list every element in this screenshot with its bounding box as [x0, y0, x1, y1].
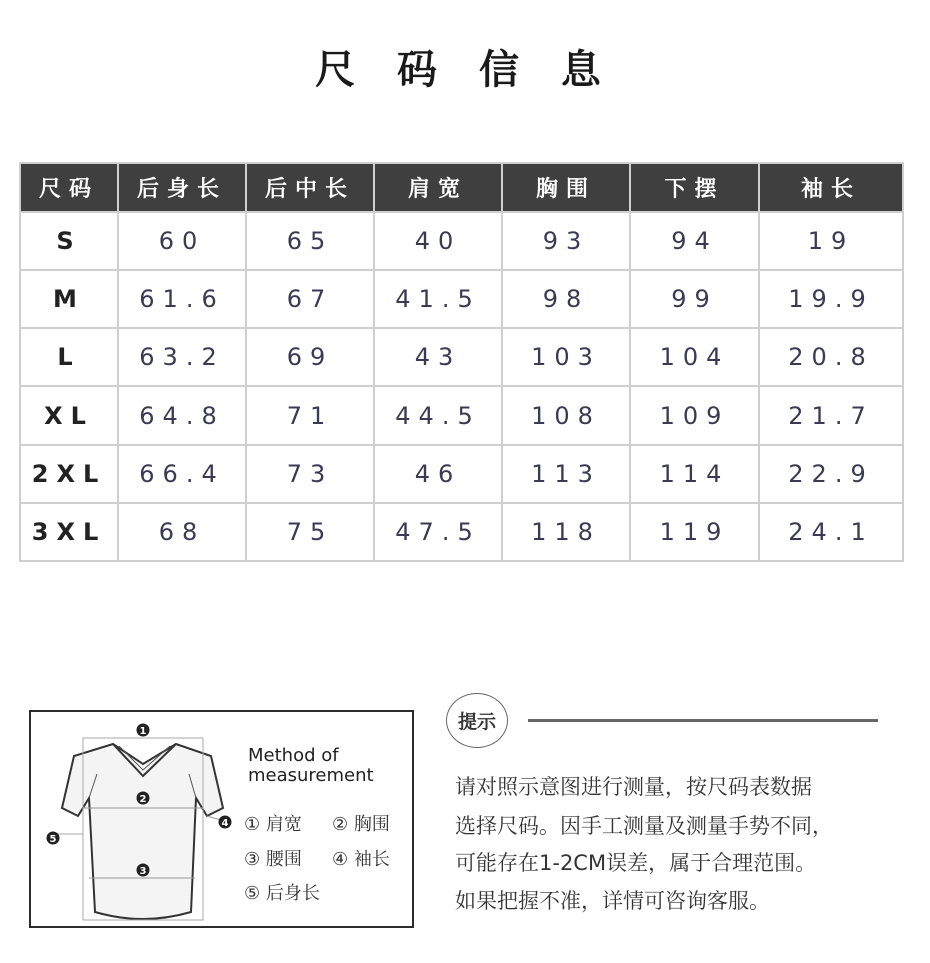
header-shoulder: 肩宽 — [374, 163, 502, 212]
measurement-title-line2: measurement — [248, 765, 374, 786]
header-size: 尺码 — [20, 163, 118, 212]
shirt-outline — [62, 744, 223, 919]
header-sleeve: 袖长 — [759, 163, 903, 212]
tip-badge: 提示 — [446, 693, 508, 748]
marker-4 — [219, 816, 232, 830]
table-cell: 119 — [630, 503, 759, 561]
svg-text:5: 5 — [49, 834, 57, 845]
table-cell: 41.5 — [374, 270, 502, 328]
table-cell: 24.1 — [759, 503, 903, 561]
table-cell: 63.2 — [118, 328, 246, 386]
table-row — [20, 212, 903, 270]
tip-line-4: 如果把握不准，详情可咨询客服。 — [455, 889, 770, 913]
table-cell: 94 — [630, 212, 759, 270]
table-cell: 113 — [502, 445, 630, 503]
table-cell: 98 — [502, 270, 630, 328]
legend-chest: ② 胸围 — [332, 814, 390, 835]
table-cell: M — [20, 270, 118, 328]
measurement-title — [248, 746, 374, 786]
table-cell: 75 — [246, 503, 374, 561]
measurement-title-line1: Method of — [248, 745, 339, 766]
header-hem: 下摆 — [630, 163, 759, 212]
table-cell: 3XL — [20, 503, 118, 561]
header-back-center-length: 后中长 — [246, 163, 374, 212]
tip-line-1: 请对照示意图进行测量，按尺码表数据 — [455, 775, 812, 799]
svg-text:3: 3 — [139, 866, 147, 877]
tip-line-2: 选择尺码。因手工测量及测量手势不同， — [455, 814, 833, 838]
header-chest: 胸围 — [502, 163, 630, 212]
table-cell: 99 — [630, 270, 759, 328]
table-cell: 109 — [630, 386, 759, 444]
table-cell: 68 — [118, 503, 246, 561]
table-cell: 66.4 — [118, 445, 246, 503]
table-cell: 69 — [246, 328, 374, 386]
table-cell: 40 — [374, 212, 502, 270]
table-cell: 19 — [759, 212, 903, 270]
table-cell: 67 — [246, 270, 374, 328]
table-cell: 22.9 — [759, 445, 903, 503]
page-title: 尺 码 信 息 — [315, 47, 615, 93]
table-cell: 19.9 — [759, 270, 903, 328]
table-cell: 118 — [502, 503, 630, 561]
legend-sleeve: ④ 袖长 — [332, 849, 390, 870]
legend-waist: ③ 腰围 — [244, 849, 302, 870]
table-row — [20, 328, 903, 386]
legend-back-length: ⑤ 后身长 — [244, 883, 320, 904]
table-header-row — [20, 163, 903, 212]
table-cell: 47.5 — [374, 503, 502, 561]
table-cell: 21.7 — [759, 386, 903, 444]
table-cell: 103 — [502, 328, 630, 386]
legend-shoulder: ① 肩宽 — [244, 814, 302, 835]
svg-text:2: 2 — [139, 794, 147, 805]
svg-text:4: 4 — [221, 818, 229, 829]
table-cell: L — [20, 328, 118, 386]
tip-line-3: 可能存在1-2CM误差，属于合理范围。 — [455, 851, 817, 875]
table-row — [20, 503, 903, 561]
size-table — [19, 162, 904, 562]
marker-5 — [47, 832, 60, 846]
table-cell: 65 — [246, 212, 374, 270]
table-row — [20, 270, 903, 328]
table-cell: 73 — [246, 445, 374, 503]
tip-divider — [528, 719, 878, 722]
table-cell: 61.6 — [118, 270, 246, 328]
table-cell: S — [20, 212, 118, 270]
table-cell: 2XL — [20, 445, 118, 503]
header-back-length: 后身长 — [118, 163, 246, 212]
table-cell: 108 — [502, 386, 630, 444]
measurement-diagram — [29, 710, 414, 928]
table-cell: 64.8 — [118, 386, 246, 444]
table-cell: 60 — [118, 212, 246, 270]
table-cell: 46 — [374, 445, 502, 503]
table-cell: 44.5 — [374, 386, 502, 444]
marker-1 — [137, 724, 150, 738]
table-cell: XL — [20, 386, 118, 444]
table-cell: 114 — [630, 445, 759, 503]
table-cell: 20.8 — [759, 328, 903, 386]
svg-text:1: 1 — [139, 726, 147, 737]
table-cell: 43 — [374, 328, 502, 386]
table-cell: 93 — [502, 212, 630, 270]
table-row — [20, 386, 903, 444]
table-cell: 71 — [246, 386, 374, 444]
table-row — [20, 445, 903, 503]
table-cell: 104 — [630, 328, 759, 386]
